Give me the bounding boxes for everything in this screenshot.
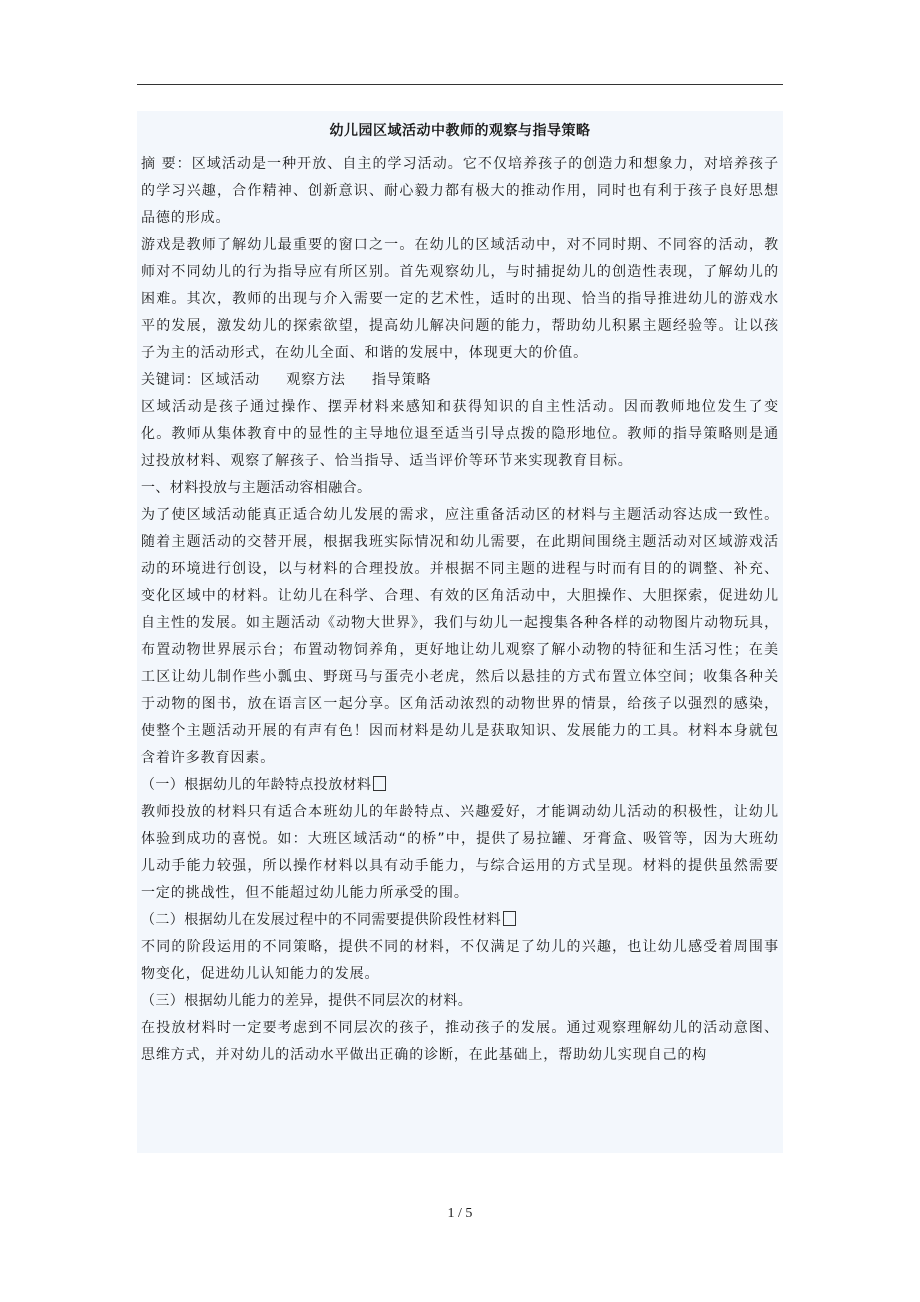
paragraph-1: 区域活动是孩子通过操作、摆弄材料来感知和获得知识的自主性活动。因而教师地位发生了变化。教师从集体教育中的显性的主导地位退至适当引导点拨的隐形地位。教师的指导策略则是通过投放材料、观察了解孩子、恰当指导、适当评价等环节来实现教育目标。 xyxy=(141,399,779,469)
paragraph-2: 为了使区域活动能真正适合幼儿发展的需求，应注重备活动区的材料与主题活动容达成一致性。随着主题活动的交替开展，根据我班实际情况和幼儿需要，在此期间围绕主题活动对区域游戏活动的环境进行创设，以与材料的合理投放。并根据不同主题的进程与时而有目的的调整、补充、变化区域中的材料。让幼儿在科学、合理、有效的区角活动中，大胆操作、大胆探索，促进幼儿自主性的发展。如主题活动《动物大世界》，我们与幼儿一起搜集各种各样的动物图片动物玩具，布置动物世界展示台；布置动物饲养角，更好地让幼儿观察了解小动物的特征和生活习性；在美工区让幼儿制作些小瓢虫、野斑马与蛋壳小老虎，然后以悬挂的方式布置立体空间；收集各种关于动物的图书，放在语言区一起分享。区角活动浓烈的动物世界的情景，给孩子以强烈的感染，使整个主题活动开展的有声有色！因而材料是幼儿是获取知识、发展能力的工具。材料本身就包含着许多教育因素。 xyxy=(141,507,779,766)
keyword-1: 区域活动 xyxy=(200,372,261,388)
keyword-2: 观察方法 xyxy=(286,372,346,388)
document-title: 幼儿园区域活动中教师的观察与指导策略 xyxy=(329,123,591,139)
keywords-line xyxy=(141,367,779,394)
missing-glyph-box-icon xyxy=(373,776,386,791)
subsection-2-heading xyxy=(141,907,779,934)
header-rule xyxy=(137,84,783,85)
subsection-1-text: （一）根据幼儿的年龄特点投放材料 xyxy=(141,777,372,793)
document-text xyxy=(137,151,783,1069)
paragraph-3: 教师投放的材料只有适合本班幼儿的年龄特点、兴趣爱好，才能调动幼儿活动的积极性，让幼儿体验到成功的喜悦。如：大班区域活动“的桥”中，提供了易拉罐、牙膏盒、吸管等，因为大班幼儿动手能力较强，所以操作材料以具有动手能力，与综合运用的方式呈现。材料的提供虽然需要一定的挑战性，但不能超过幼儿能力所承受的围。 xyxy=(141,804,779,901)
missing-glyph-box-icon xyxy=(503,911,516,926)
intro-paragraph: 游戏是教师了解幼儿最重要的窗口之一。在幼儿的区域活动中，对不同时期、不同容的活动，教师对不同幼儿的行为指导应有所区别。首先观察幼儿，与时捕捉幼儿的创造性表现，了解幼儿的困难。其次，教师的出现与介入需要一定的艺术性，适时的出现、恰当的指导推进幼儿的游戏水平的发展，激发幼儿的探索欲望，提高幼儿解决问题的能力，帮助幼儿积累主题经验等。让以孩子为主的活动形式，在幼儿全面、和谐的发展中，体现更大的价值。 xyxy=(141,237,779,361)
page-number: 1 / 5 xyxy=(447,1206,473,1221)
paragraph-4: 不同的阶段运用的不同策略，提供不同的材料，不仅满足了幼儿的兴趣，也让幼儿感受着周围事物变化，促进幼儿认知能力的发展。 xyxy=(141,939,779,982)
paragraph-5: 在投放材料时一定要考虑到不同层次的孩子，推动孩子的发展。通过观察理解幼儿的活动意图、思维方式，并对幼儿的活动水平做出正确的诊断，在此基础上，帮助幼儿实现自己的构 xyxy=(141,1020,779,1063)
document-body xyxy=(137,111,783,1153)
subsection-2-text: （二）根据幼儿在发展过程中的不同需要提供阶段性材料 xyxy=(141,912,501,928)
subsection-1-heading xyxy=(141,772,779,799)
subsection-3-heading: （三）根据幼儿能力的差异，提供不同层次的材料。 xyxy=(141,993,473,1009)
keyword-3: 指导策略 xyxy=(371,372,432,388)
keywords-label: 关键词： xyxy=(141,372,201,388)
section-1-heading: 一、材料投放与主题活动容相融合。 xyxy=(141,480,372,496)
abstract-paragraph: 摘 要：区域活动是一种开放、自主的学习活动。它不仅培养孩子的创造力和想象力，对培养孩子的学习兴趣，合作精神、创新意识、耐心毅力都有极大的推动作用，同时也有利于孩子良好思想品德的形成。 xyxy=(141,156,779,226)
